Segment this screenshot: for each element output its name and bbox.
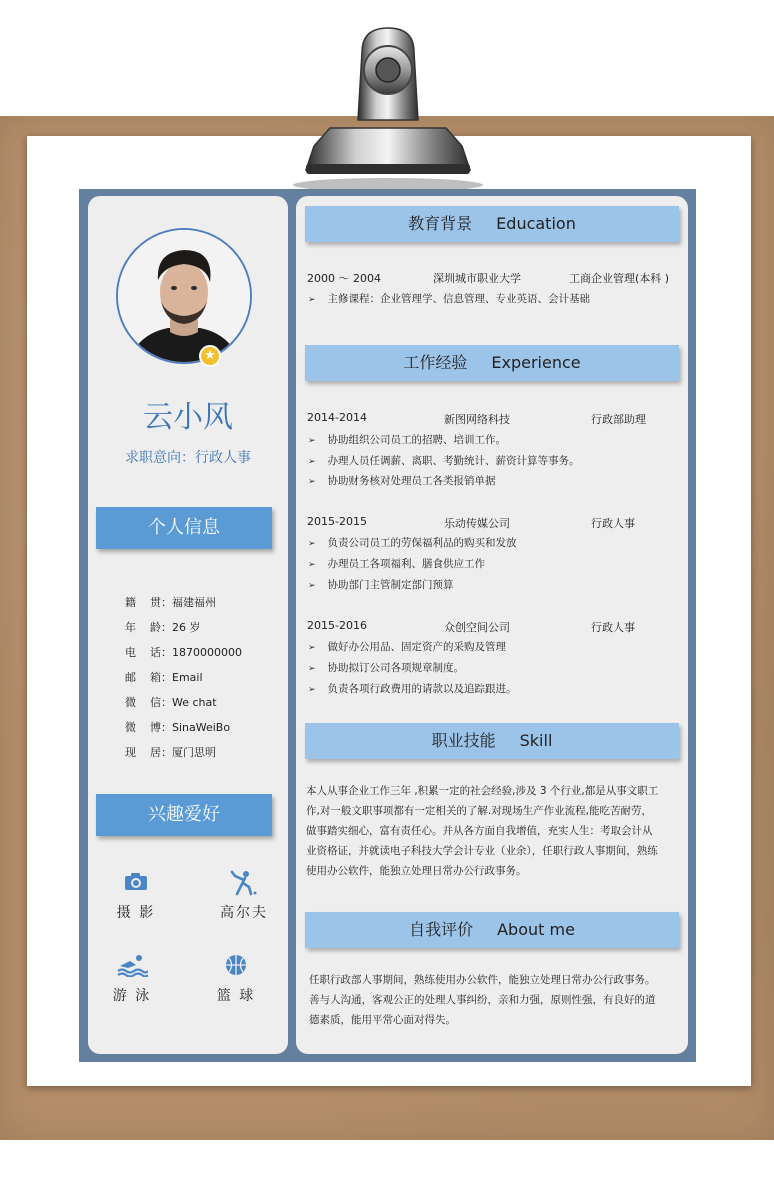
profile-name: 云小风: [143, 400, 233, 435]
info-item: 邮箱：Email: [125, 671, 203, 684]
job-duty: ➢ 办理员工各项福利、膳食供应工作: [308, 556, 678, 571]
camera-icon: [123, 870, 149, 892]
hobby-photography: [101, 870, 171, 922]
job-period: 2014-2014: [307, 411, 367, 424]
job-row: [307, 411, 677, 427]
hobby-label: 高尔夫: [220, 905, 268, 921]
swim-icon: [116, 953, 148, 977]
job-company: 新图网络科技: [444, 413, 510, 426]
job-position: 行政部助理: [591, 413, 646, 426]
section-title-en: Skill: [519, 731, 553, 750]
info-item: 电话：1870000000: [125, 646, 242, 659]
job-position: 行政人事: [591, 621, 635, 634]
info-item: 年龄：26 岁: [125, 621, 201, 634]
education-period: 2000 ～ 2004: [307, 272, 381, 285]
info-item: 微信：We chat: [125, 696, 217, 709]
job-company: 众创空间公司: [444, 621, 510, 634]
info-item: 现居：厦门思明: [125, 746, 216, 759]
section-title-cn: 教育背景: [408, 214, 473, 233]
skill-text: 本人从事企业工作三年 ,积累一定的社会经验,涉及 3 个行业,都是从事文职工 作,对一般文职事项都有一定相关的了解.对现场生产作业流程,能吃苦耐劳， 做事踏实细心，富有责任心。并从各方面自我增值，充实人生：考取会计从 业资格证，并就读电子科技大学会计专业（业余），任职行政人事期间，熟练 使用办公软件，能独立处理日常办公行政事务。: [306, 785, 659, 877]
info-item: 微博：SinaWeiBo: [125, 721, 231, 734]
education-courses: ➢ 主修课程：企业管理学、信息管理、专业英语、会计基础: [308, 291, 678, 306]
job-duty: ➢ 办理人员任调薪、离职、考勤统计、薪资计算等事务。: [308, 453, 678, 468]
education-row: [307, 270, 677, 286]
experience-title: [305, 345, 679, 381]
skill-title: [305, 723, 679, 759]
job-duty: ➢ 做好办公用品、固定资产的采购及管理: [308, 639, 678, 654]
hobby-basketball: [201, 953, 271, 1005]
golf-icon: [229, 870, 259, 896]
education-major: 工商企业管理(本科 ): [569, 272, 670, 285]
section-title-cn: 职业技能: [431, 731, 496, 750]
section-title-cn: 自我评价: [409, 920, 474, 939]
about-text: 任职行政部人事期间，熟练使用办公软件，能独立处理日常办公行政事务。 善与人沟通，客观公正的处理人事纠纷，亲和力强，原则性强，有良好的道 德素质，能用平常心面对得失。: [309, 974, 656, 1026]
job-duty: ➢ 协助财务核对处理员工各类报销单据: [308, 473, 678, 488]
job-intent: 求职意向：行政人事: [125, 450, 251, 466]
hobbies-title: 兴趣爱好: [96, 794, 272, 836]
job-duty: ➢ 协助拟订公司各项规章制度。: [308, 660, 678, 675]
hobby-label: 摄 影: [116, 905, 156, 921]
education-school: 深圳城市职业大学: [433, 272, 521, 285]
job-position: 行政人事: [591, 517, 635, 530]
about-title: [305, 912, 679, 948]
job-row: [307, 619, 677, 635]
job-row: [307, 515, 677, 531]
star-badge-icon: ★: [199, 345, 221, 367]
basketball-icon: [224, 953, 248, 977]
job-duty: ➢ 负责各项行政费用的请款以及追踪跟进。: [308, 681, 678, 696]
hobby-label: 篮 球: [216, 988, 256, 1004]
hobby-label: 游 泳: [112, 988, 152, 1004]
job-duty: ➢ 负责公司员工的劳保福利品的购买和发放: [308, 535, 678, 550]
personal-info-list: [125, 594, 285, 769]
job-duty: ➢ 协助部门主管制定部门预算: [308, 577, 678, 592]
education-title: [305, 206, 679, 242]
hobby-golf: [209, 870, 279, 922]
section-title-cn: 工作经验: [403, 353, 468, 372]
hobby-swimming: [97, 953, 167, 1005]
section-title-en: About me: [497, 920, 575, 939]
job-period: 2015-2016: [307, 619, 367, 632]
avatar: [116, 228, 252, 364]
job-period: 2015-2015: [307, 515, 367, 528]
info-item: 籍贯：福建福州: [125, 596, 216, 609]
job-duty: ➢ 协助组织公司员工的招聘、培训工作。: [308, 432, 678, 447]
personal-info-title: 个人信息: [96, 507, 272, 549]
job-company: 乐动传媒公司: [444, 517, 510, 530]
section-title-en: Experience: [491, 353, 581, 372]
section-title-en: Education: [496, 214, 576, 233]
profile-photo: [118, 230, 250, 362]
